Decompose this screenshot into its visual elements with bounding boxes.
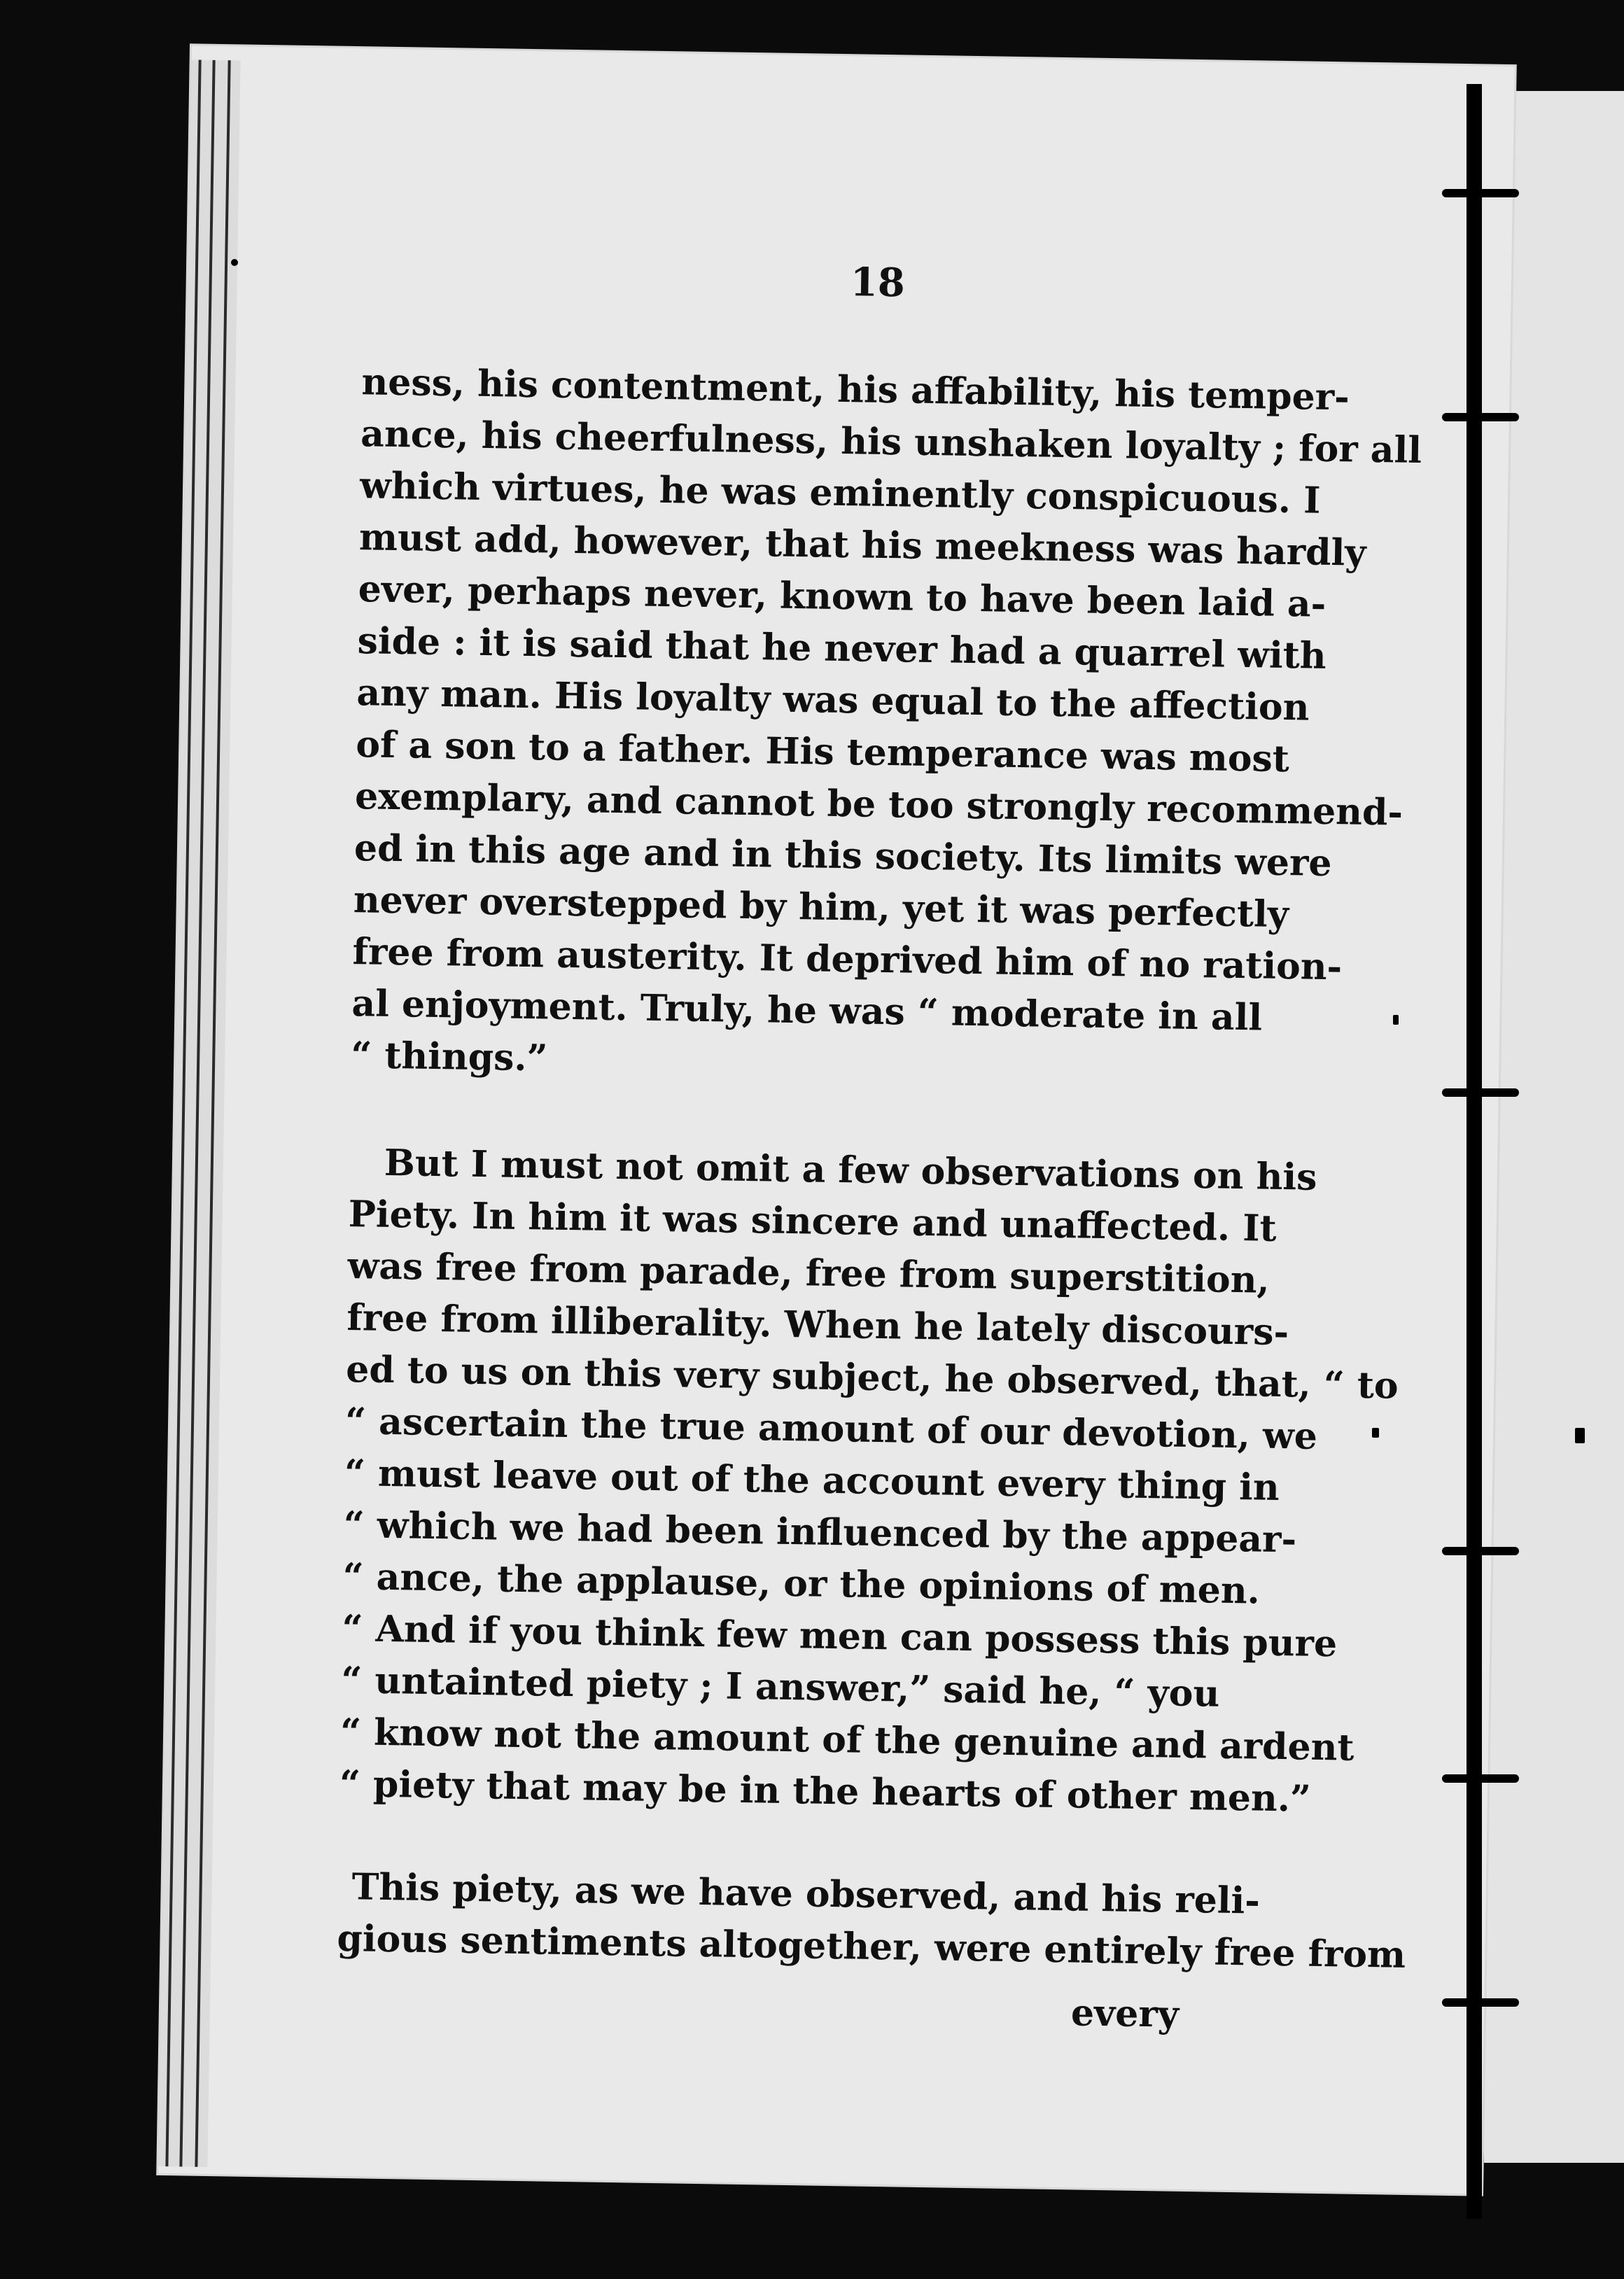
text-line: of a son to a father. His temperance was most [355,723,1290,781]
text-line: which virtues, he was eminently conspicuous. I [359,464,1321,522]
text-line: ance, his cheerfulness, his unshaken loyalty ; for all [360,412,1422,472]
binding-stitch [1442,1547,1519,1555]
text-line: must add, however, that his meekness was hardly [358,516,1367,575]
ink-speck [1372,1428,1379,1438]
text-line: “ must leave out of the account every thing in [344,1452,1280,1509]
catchword: every [1070,1991,1180,2036]
text-line: free from illiberality. When he lately discours- [346,1296,1289,1354]
text-line: ever, perhaps never, known to have been laid a- [358,568,1326,626]
binding-stitch [1442,1774,1519,1783]
paragraph-2 [339,1137,1399,1824]
ink-speck [231,259,238,266]
text-line: ed in this age and in this society. Its limits were [354,827,1332,885]
text-line: This piety, as we have observed, and his reli- [351,1865,1261,1923]
text-line: “ know not the amount of the genuine and ardent [340,1710,1354,1769]
text-line: gious sentiments altogether, were entirely free from [337,1916,1406,1977]
text-line: “ which we had been influenced by the appear- [343,1503,1297,1562]
text-line: “ things.” [350,1034,548,1080]
page-number: 18 [850,259,906,307]
text-line: never overstepped by him, yet it was perfectly [353,878,1289,937]
text-line: any man. His loyalty was equal to the affection [356,671,1310,729]
binding-stitch [1442,413,1519,421]
text-line: ed to us on this very subject, he observed, that, “ to [345,1348,1399,1408]
text-line: “ ascertain the true amount of our devotion, we [344,1400,1318,1458]
text-line: al enjoyment. Truly, he was “ moderate in all [351,982,1263,1039]
ink-speck [1393,1015,1399,1025]
binding-stitch [1442,1998,1519,2007]
binding-stitch [1442,189,1519,197]
binding-strip [1466,84,1482,2219]
text-line: exemplary, and cannot be too strongly recommend- [354,775,1404,834]
text-line: “ And if you think few men can possess this pure [342,1606,1338,1666]
paragraph-3 [337,1861,1406,1979]
book-page [158,45,1515,2194]
text-line: “ untainted piety ; I answer,” said he, “ you [340,1658,1220,1716]
paragraph-1 [350,356,1422,1095]
text-line: “ ance, the applause, or the opinions of men. [342,1555,1261,1613]
text-line: was free from parade, free from superstition, [347,1244,1270,1302]
ink-speck [1575,1428,1585,1443]
binding-stitch [1442,1088,1519,1097]
text-line: free from austerity. It deprived him of no ration- [352,930,1343,989]
text-line: But I must not omit a few observations on his [384,1141,1317,1199]
text-line: Piety. In him it was sincere and unaffected. It [348,1193,1278,1250]
text-line: “ piety that may be in the hearts of other men.” [339,1762,1312,1821]
text-line: ness, his contentment, his affability, his temper- [360,360,1350,419]
text-line: side : it is said that he never had a quarrel with [357,619,1327,678]
